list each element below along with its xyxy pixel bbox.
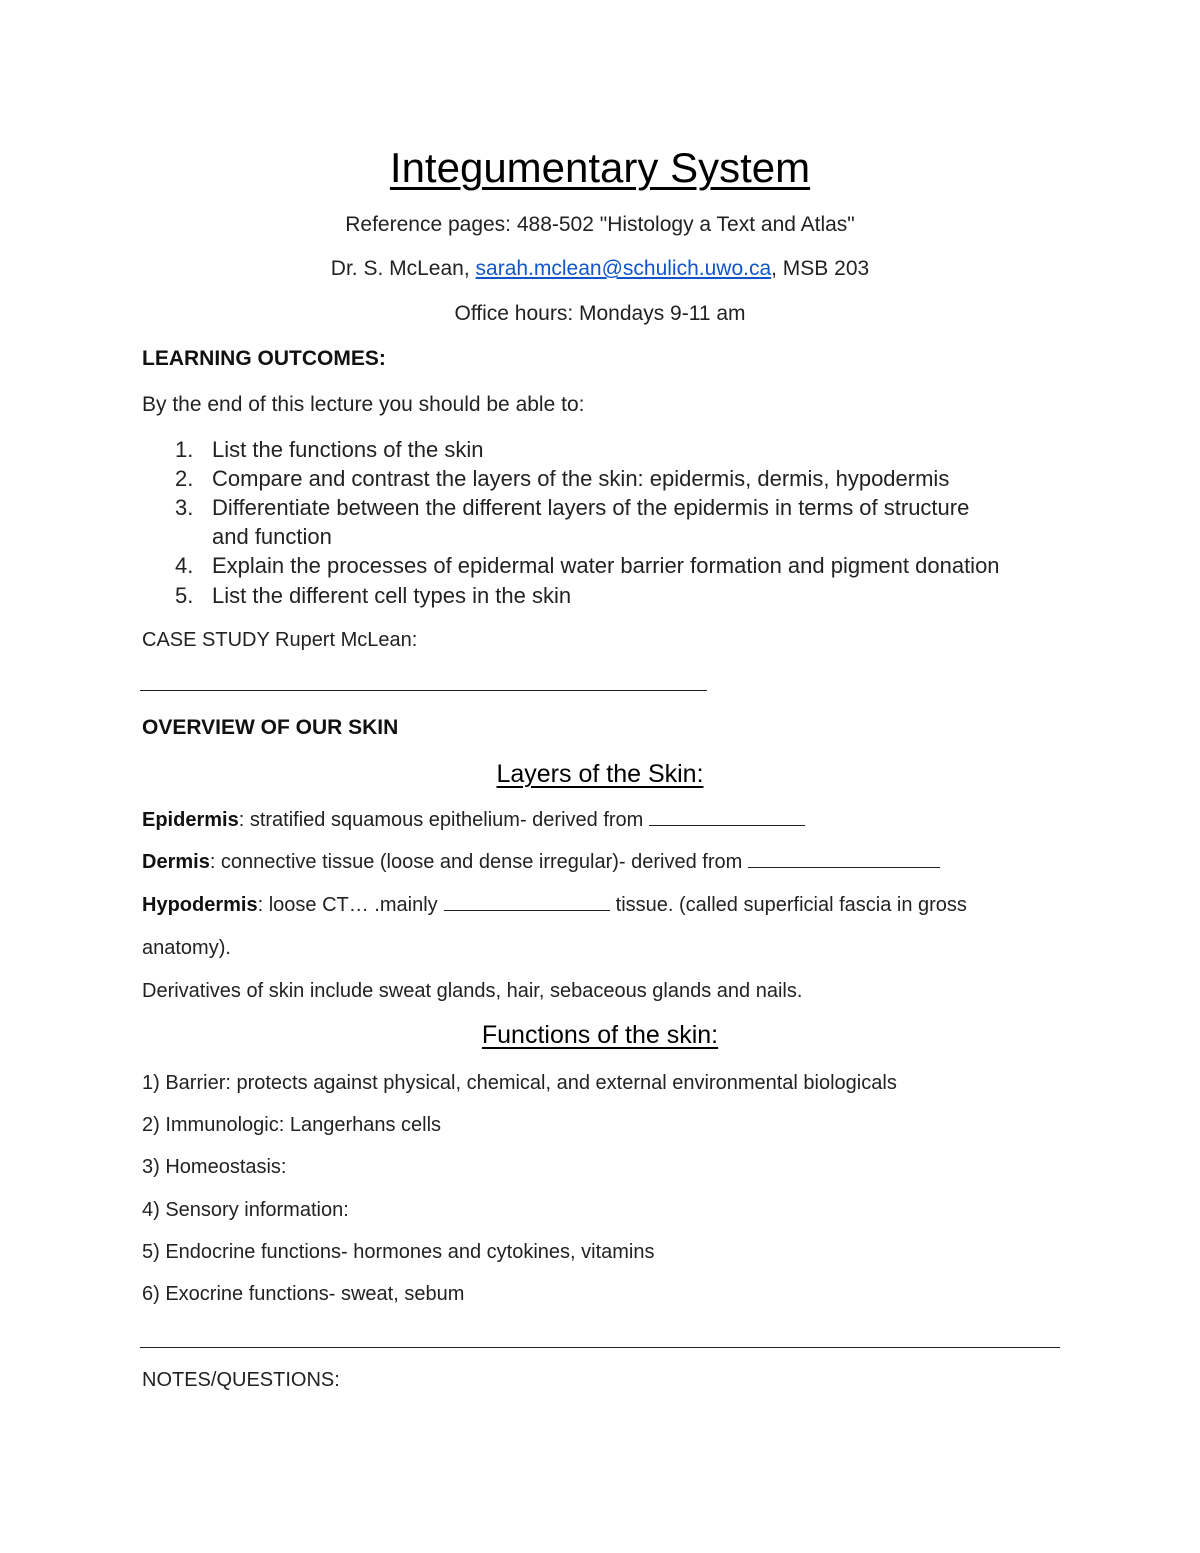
list-item <box>142 436 484 464</box>
reference-pages: Reference pages: 488-502 "Histology a Text and Atlas" <box>345 213 855 236</box>
learning-outcomes-intro: By the end of this lecture you should be able to: <box>142 393 585 416</box>
list-item-text: and function <box>212 524 332 549</box>
overview-heading: OVERVIEW OF OUR SKIN <box>142 716 399 739</box>
list-item-text: Explain the processes of epidermal water barrier formation and pigment donation <box>212 553 1000 578</box>
hypodermis-description: : loose CT… .mainly <box>257 894 438 916</box>
dermis-blank <box>748 849 940 868</box>
hypodermis-continuation: anatomy). <box>142 937 231 959</box>
case-study-label: CASE STUDY Rupert McLean: <box>142 629 418 651</box>
function-item: 2) Immunologic: Langerhans cells <box>142 1114 442 1136</box>
learning-outcomes-heading: LEARNING OUTCOMES: <box>142 347 386 370</box>
hypodermis-term: Hypodermis <box>142 894 258 916</box>
dermis-line <box>142 849 940 875</box>
instructor-name: Dr. S. McLean, <box>330 257 476 280</box>
instructor-office: , MSB 203 <box>771 257 870 280</box>
list-item <box>142 582 571 610</box>
dermis-term: Dermis <box>142 851 210 873</box>
list-item-text: Differentiate between the different layers of the epidermis in terms of structure <box>212 495 970 520</box>
epidermis-line <box>142 807 805 833</box>
list-item-number: 5. <box>175 583 194 608</box>
list-item <box>142 552 1000 580</box>
epidermis-description: : stratified squamous epithelium- derived from <box>238 809 644 831</box>
list-item-number: 2. <box>175 466 194 491</box>
list-item-number: 3. <box>175 495 194 520</box>
case-study-answer-line <box>140 690 707 691</box>
epidermis-blank <box>649 807 805 826</box>
function-item: 1) Barrier: protects against physical, chemical, and external environmental biologicals <box>142 1072 897 1094</box>
document-title: Integumentary System <box>389 144 811 191</box>
list-item <box>142 494 969 522</box>
office-hours: Office hours: Mondays 9-11 am <box>454 302 746 325</box>
dermis-description: : connective tissue (loose and dense irregular)- derived from <box>209 851 743 873</box>
hypodermis-line <box>142 892 967 918</box>
layers-heading: Layers of the Skin: <box>496 760 704 788</box>
function-item: 5) Endocrine functions- hormones and cytokines, vitamins <box>142 1241 655 1263</box>
list-item-number: 4. <box>175 553 194 578</box>
function-item: 3) Homeostasis: <box>142 1156 287 1178</box>
skin-derivatives: Derivatives of skin include sweat glands, hair, sebaceous glands and nails. <box>142 980 803 1002</box>
function-item: 6) Exocrine functions- sweat, sebum <box>142 1283 465 1305</box>
instructor-line <box>0 256 1200 282</box>
epidermis-term: Epidermis <box>142 809 239 831</box>
function-item: 4) Sensory information: <box>142 1199 349 1221</box>
list-item-text: Compare and contrast the layers of the skin: epidermis, dermis, hypodermis <box>212 466 950 491</box>
functions-heading: Functions of the skin: <box>481 1021 719 1049</box>
hypodermis-description-after: tissue. (called superficial fascia in gross <box>615 894 967 916</box>
list-item-text: List the functions of the skin <box>212 437 484 462</box>
list-item-number: 1. <box>175 437 194 462</box>
section-divider-line <box>140 1347 1060 1348</box>
list-item-continuation <box>142 523 332 551</box>
list-item <box>142 465 949 493</box>
notes-label: NOTES/QUESTIONS: <box>142 1369 340 1391</box>
list-item-text: List the different cell types in the skin <box>212 583 572 608</box>
instructor-email-link[interactable]: sarah.mclean@schulich.uwo.ca <box>475 257 772 280</box>
hypodermis-blank <box>444 892 610 911</box>
